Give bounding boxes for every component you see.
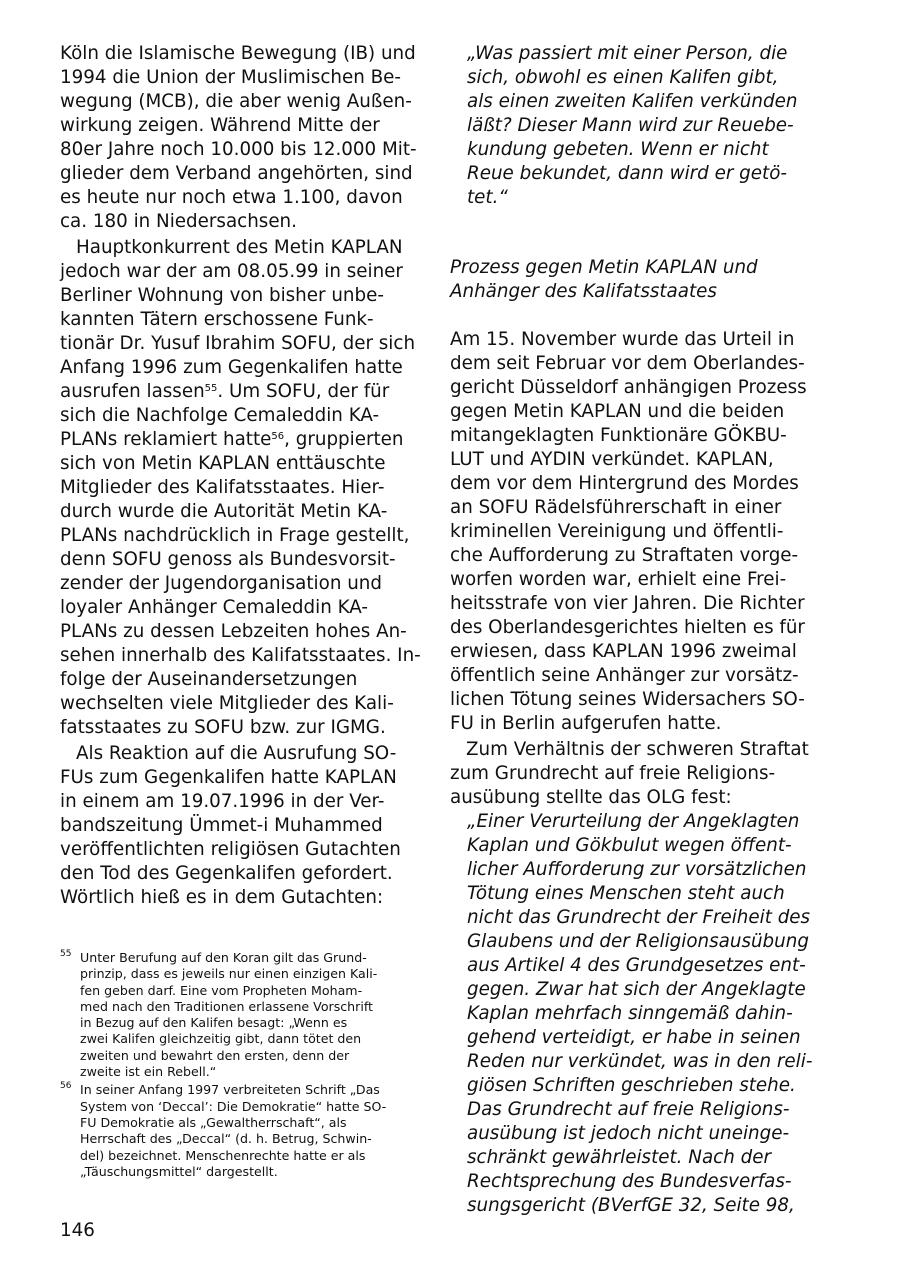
quote-line: Das Grundrecht auf freie Religions- (467, 1099, 790, 1120)
text-line: zender der Jugendorganisation und (60, 573, 382, 594)
paragraph-verdict (450, 328, 820, 736)
quote-line: licher Aufforderung zur vorsätzlichen (467, 859, 807, 880)
quote-line: tet.“ (467, 187, 508, 208)
quote-line: giösen Schriften geschrieben stehe. (467, 1075, 796, 1096)
footnote-line: del) bezeichnet. Menschenrechte hatte er als (80, 1147, 366, 1163)
quote-line: Reden nur verkündet, was in den reli- (467, 1051, 813, 1072)
footnote-line: In seiner Anfang 1997 verbreiteten Schrift „Das (80, 1082, 380, 1098)
paragraph-3 (60, 742, 420, 910)
text-line: ca. 180 in Niedersachsen. (60, 211, 297, 232)
quote-line: Kaplan mehrfach sinngemäß dahin- (467, 1003, 793, 1024)
text-line: Anfang 1996 zum Gegenkalifen hatte (60, 357, 403, 378)
text-line: PLANs nachdrücklich in Frage gestellt, (60, 525, 410, 546)
text-line: wirkung zeigen. Während Mitte der (60, 115, 380, 136)
left-column (60, 42, 420, 910)
footnote-line: in Bezug auf den Kalifen besagt: „Wenn es (80, 1015, 348, 1031)
page-number: 146 (60, 1220, 95, 1241)
text-line: worfen worden war, erhielt eine Frei- (450, 569, 787, 590)
text-line: Als Reaktion auf die Ausrufung SO- (76, 743, 397, 764)
text-line: veröffentlichten religiösen Gutachten (60, 839, 401, 860)
footnote-number: 56 (60, 1081, 72, 1092)
text-line: Wörtlich hieß es in dem Gutachten: (60, 887, 384, 908)
text-line: durch wurde die Autorität Metin KA- (60, 501, 388, 522)
quote-line: gehend verteidigt, er habe in seinen (467, 1027, 801, 1048)
quote-line: ausübung ist jedoch nicht uneinge- (467, 1123, 790, 1144)
text-line: gericht Düsseldorf anhängigen Prozess (450, 377, 807, 398)
text-line: dem vor dem Hintergrund des Mordes (450, 473, 799, 494)
quote-line: schränkt gewährleistet. Nach der (467, 1147, 771, 1168)
text-line: wegung (MCB), die aber wenig Außen- (60, 91, 412, 112)
text-line: sich von Metin KAPLAN enttäuschte (60, 453, 386, 474)
quote-line: aus Artikel 4 des Grundgesetzes ent- (467, 955, 806, 976)
quote-line: Glaubens und der Religionsausübung (467, 931, 809, 952)
footnote-line: System von ‘Deccal’: Die Demokratie“ hatte SO- (80, 1098, 387, 1114)
text-line: jedoch war der am 08.05.99 in seiner (60, 261, 403, 282)
text-line: erwiesen, dass KAPLAN 1996 zweimal (450, 641, 797, 662)
paragraph-1 (60, 42, 420, 234)
footnote-line: fen geben darf. Eine vom Propheten Moham- (80, 982, 363, 998)
text-line: kriminellen Vereinigung und öffentli- (450, 521, 784, 542)
text-line: Berliner Wohnung von bisher unbe- (60, 285, 384, 306)
quote-line: Rechtsprechung des Bundesverfas- (467, 1171, 792, 1192)
footnote-line: zweiten und bewahrt den ersten, denn der (80, 1047, 350, 1063)
quote-line: Tötung eines Menschen steht auch (467, 883, 785, 904)
section-heading (450, 256, 820, 304)
text-fragment: . Um SOFU, der für (217, 381, 390, 402)
right-column (450, 42, 820, 1218)
text-line: glieder dem Verband angehörten, sind (60, 163, 413, 184)
footnote-ref-55[interactable]: 55 (204, 383, 218, 394)
text-line: an SOFU Rädelsführerschaft in einer (450, 497, 782, 518)
text-line: PLANs zu dessen Lebzeiten hohes An- (60, 621, 407, 642)
footnote-55 (60, 950, 420, 1080)
footnote-line: „Täuschungsmittel“ dargestellt. (80, 1163, 278, 1179)
text-fragment: ausrufen lassen (60, 381, 205, 402)
footnotes (60, 950, 420, 1180)
quote-line: „Was passiert mit einer Person, die (467, 43, 788, 64)
quote-line: gegen. Zwar hat sich der Angeklagte (467, 979, 806, 1000)
quote-2 (450, 810, 820, 1218)
quote-line: Reue bekundet, dann wird er getö- (467, 163, 787, 184)
text-line: ausübung stellte das OLG fest: (450, 787, 732, 808)
footnote-line: FU Demokratie als „Gewaltherrschaft“, als (80, 1114, 347, 1130)
text-line: Zum Verhältnis der schweren Straftat (466, 739, 809, 760)
footnote-number: 55 (60, 949, 72, 959)
text-line: des Oberlandesgerichtes hielten es für (450, 617, 805, 638)
text-line: FUs zum Gegenkalifen hatte KAPLAN (60, 767, 397, 788)
text-line: wechselten viele Mitglieder des Kali- (60, 693, 394, 714)
text-line: folge der Auseinandersetzungen (60, 669, 358, 690)
paragraph-olg (450, 738, 820, 810)
text-line (60, 380, 420, 404)
text-line: denn SOFU genoss als Bundesvorsit- (60, 549, 396, 570)
text-line: den Tod des Gegenkalifen gefordert. (60, 863, 393, 884)
footnote-line: Herrschaft des „Deccal“ (d. h. Betrug, Schwin- (80, 1131, 372, 1147)
text-line: fatsstaates zu SOFU bzw. zur IGMG. (60, 717, 386, 738)
quote-line: Kaplan und Gökbulut wegen öffent- (467, 835, 792, 856)
text-line: dem seit Februar vor dem Oberlandes- (450, 353, 805, 374)
footnote-line: prinzip, dass es jeweils nur einen einzigen Kali- (80, 966, 378, 982)
heading-line: Prozess gegen Metin KAPLAN und (450, 257, 758, 278)
text-line: Am 15. November wurde das Urteil in (450, 329, 795, 350)
text-line: loyaler Anhänger Cemaleddin KA- (60, 597, 368, 618)
text-line: bandszeitung Ümmet-i Muhammed (60, 815, 383, 836)
text-line: Mitglieder des Kalifatsstaates. Hier- (60, 477, 385, 498)
footnote-line: zwei Kalifen gleichzeitig gibt, dann tötet den (80, 1031, 362, 1047)
text-line: 80er Jahre noch 10.000 bis 12.000 Mit- (60, 139, 417, 160)
quote-line: nicht das Grundrecht der Freiheit des (467, 907, 811, 928)
text-line: tionär Dr. Yusuf Ibrahim SOFU, der sich (60, 333, 416, 354)
text-line: öffentlich seine Anhänger zur vorsätz- (450, 665, 799, 686)
text-line: heitsstrafe von vier Jahren. Die Richter (450, 593, 805, 614)
text-line: Hauptkonkurrent des Metin KAPLAN (76, 237, 403, 258)
text-line: mitangeklagten Funktionäre GÖKBU- (450, 425, 787, 446)
footnote-line: zweite ist ein Rebell.“ (80, 1064, 217, 1080)
text-line: FU in Berlin aufgerufen hatte. (450, 713, 722, 734)
footnote-line: Unter Berufung auf den Koran gilt das Grund- (80, 950, 367, 965)
footnote-56 (60, 1082, 420, 1180)
text-line (60, 428, 420, 452)
text-line: sehen innerhalb des Kalifatsstaates. In- (60, 645, 421, 666)
quote-line: sungsgericht (BVerfGE 32, Seite 98, (467, 1195, 795, 1216)
text-line: che Aufforderung zu Straftaten vorge- (450, 545, 799, 566)
quote-line: läßt? Dieser Mann wird zur Reuebe- (467, 115, 794, 136)
footnote-ref-56[interactable]: 56 (271, 431, 285, 442)
footnote-line: med nach den Traditionen erlassene Vorschrift (80, 998, 373, 1014)
text-line: in einem am 19.07.1996 in der Ver- (60, 791, 385, 812)
text-line: es heute nur noch etwa 1.100, davon (60, 187, 403, 208)
text-line: gegen Metin KAPLAN und die beiden (450, 401, 785, 422)
paragraph-2 (60, 236, 420, 740)
text-line: Köln die Islamische Bewegung (IB) und (60, 43, 416, 64)
quote-1 (450, 42, 820, 210)
quote-line: kundung gebeten. Wenn er nicht (467, 139, 769, 160)
quote-line: „Einer Verurteilung der Angeklagten (467, 811, 800, 832)
text-fragment: PLANs reklamiert hatte (60, 429, 272, 450)
text-line: 1994 die Union der Muslimischen Be- (60, 67, 402, 88)
text-line: kannten Tätern erschossene Funk- (60, 309, 374, 330)
quote-line: als einen zweiten Kalifen verkünden (467, 91, 798, 112)
heading-line: Anhänger des Kalifatsstaates (450, 281, 717, 302)
text-line: LUT und AYDIN verkündet. KAPLAN, (450, 449, 774, 470)
quote-line: sich, obwohl es einen Kalifen gibt, (467, 67, 779, 88)
text-fragment: , gruppierten (284, 429, 404, 450)
text-line: zum Grundrecht auf freie Religions- (450, 763, 776, 784)
text-line: sich die Nachfolge Cemaleddin KA- (60, 405, 380, 426)
text-line: lichen Tötung seines Widersachers SO- (450, 689, 805, 710)
